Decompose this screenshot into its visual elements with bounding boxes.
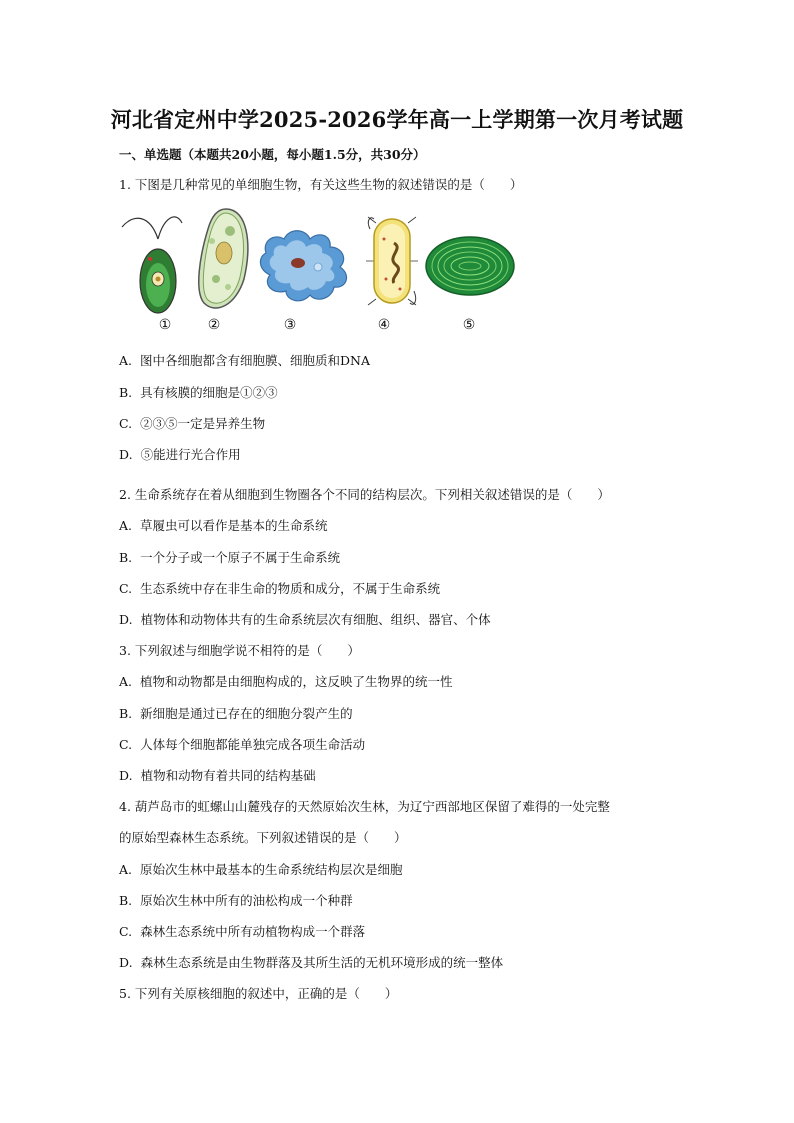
question-4-option-a: A. 原始次生林中最基本的生命系统结构层次是细胞 xyxy=(119,862,403,877)
figure-label-1: ① xyxy=(158,317,172,333)
question-3-stem: 3. 下列叙述与细胞学说不相符的是（ ） xyxy=(119,643,360,658)
question-2-option-a: A. 草履虫可以看作是基本的生命系统 xyxy=(119,518,328,533)
question-1-option-b: B. 具有核膜的细胞是①②③ xyxy=(119,385,278,400)
question-4-stem-line-1: 4. 葫芦岛市的虹螺山山麓残存的天然原始次生林，为辽宁西部地区保留了难得的一处完整 xyxy=(119,799,610,814)
figure-label-2: ② xyxy=(207,317,221,333)
question-2-option-c: C. 生态系统中存在非生命的物质和成分，不属于生命系统 xyxy=(119,581,441,596)
question-1-stem: 1. 下图是几种常见的单细胞生物，有关这些生物的叙述错误的是（ ） xyxy=(119,177,523,192)
organism-figures xyxy=(118,205,518,345)
chlamydomonas-image xyxy=(120,205,184,317)
question-4-option-c: C. 森林生态系统中所有动植物构成一个群落 xyxy=(119,924,366,939)
question-4-option-d: D. 森林生态系统是由生物群落及其所生活的无机环境形成的统一整体 xyxy=(119,955,504,970)
question-4-stem-line-2: 的原始型森林生态系统。下列叙述错误的是（ ） xyxy=(119,830,407,845)
figure-label-4: ④ xyxy=(377,317,391,333)
question-5-stem: 5. 下列有关原核细胞的叙述中，正确的是（ ） xyxy=(119,986,398,1001)
question-3-option-a: A. 植物和动物都是由细胞构成的，这反映了生物界的统一性 xyxy=(119,674,453,689)
question-1-option-c: C. ②③⑤一定是异养生物 xyxy=(119,416,266,431)
question-2-stem: 2. 生命系统存在着从细胞到生物圈各个不同的结构层次。下列相关叙述错误的是（ ） xyxy=(119,487,610,502)
question-4-option-b: B. 原始次生林中所有的油松构成一个种群 xyxy=(119,893,353,908)
question-3-option-b: B. 新细胞是通过已存在的细胞分裂产生的 xyxy=(119,706,353,721)
question-2-option-b: B. 一个分子或一个原子不属于生命系统 xyxy=(119,550,341,565)
green-cell-image xyxy=(424,235,516,297)
question-1-option-d: D. ⑤能进行光合作用 xyxy=(119,447,241,462)
figure-label-3: ③ xyxy=(283,317,297,333)
question-3-option-c: C. 人体每个细胞都能单独完成各项生命活动 xyxy=(119,737,366,752)
section-heading: 一、单选题（本题共20小题，每小题1.5分，共30分） xyxy=(119,147,426,162)
bacterium-image xyxy=(364,211,420,311)
question-2-option-d: D. 植物体和动物体共有的生命系统层次有细胞、组织、器官、个体 xyxy=(119,612,491,627)
paramecium-image xyxy=(192,205,256,317)
question-1-option-a: A. 图中各细胞都含有细胞膜、细胞质和DNA xyxy=(119,353,371,368)
figure-label-5: ⑤ xyxy=(462,317,476,333)
exam-title: 河北省定州中学2025-2026学年高一上学期第一次月考试题 xyxy=(110,107,684,132)
question-3-option-d: D. 植物和动物有着共同的结构基础 xyxy=(119,768,316,783)
amoeba-image xyxy=(256,223,356,307)
